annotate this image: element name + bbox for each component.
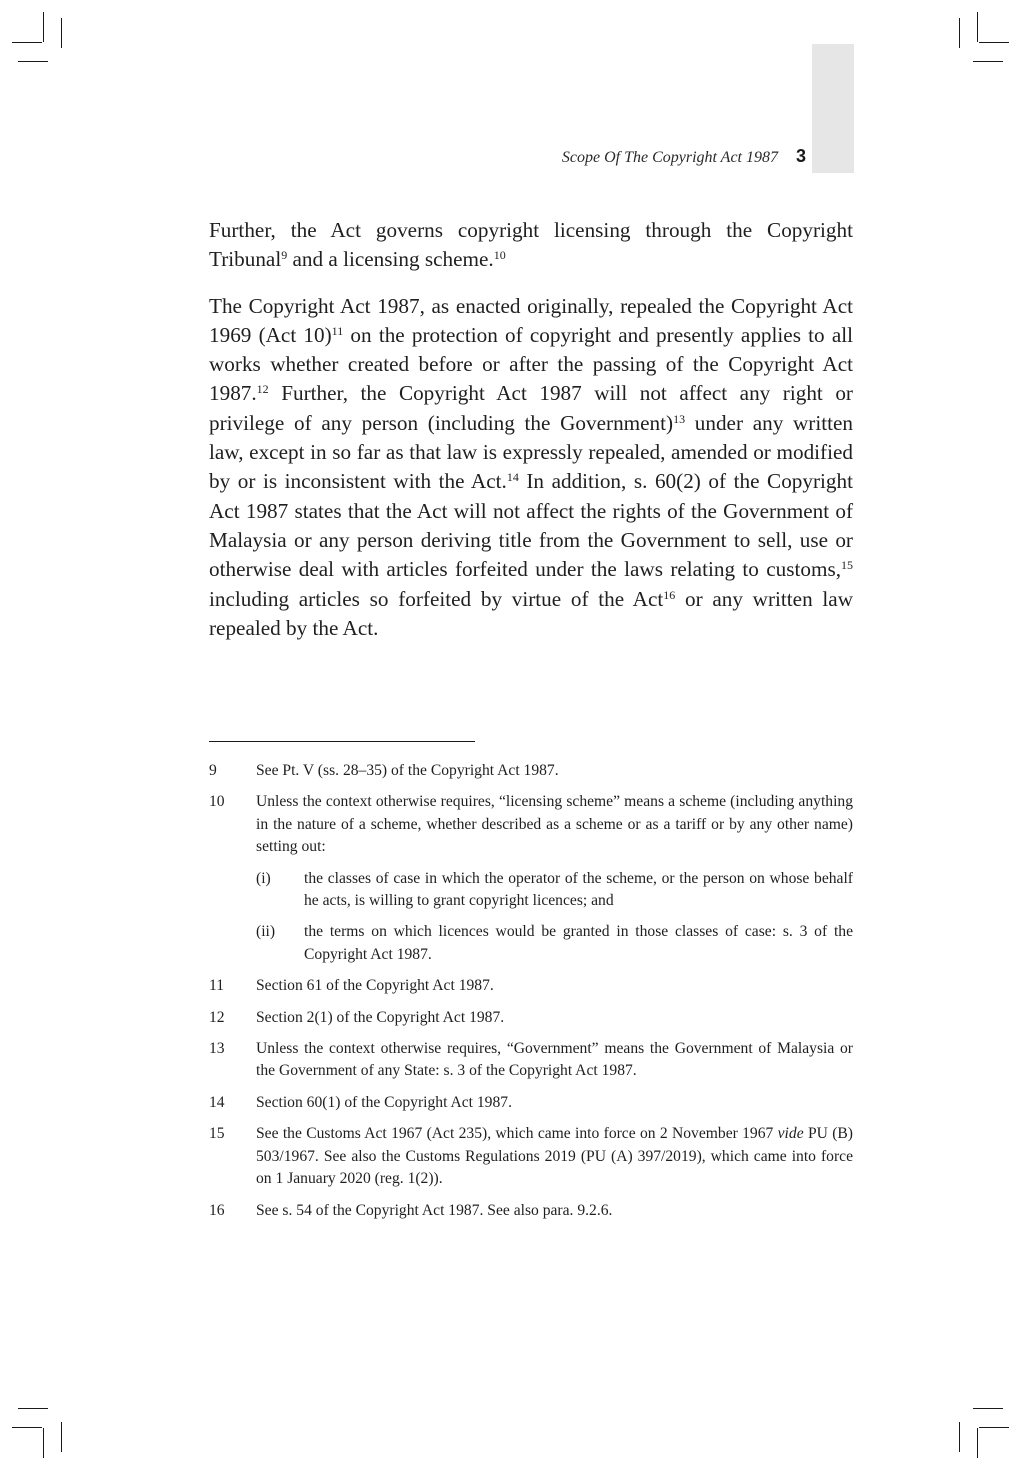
text-run: Further, the Act governs copyright licensing through the Copyright Tribunal xyxy=(209,218,853,272)
body-text xyxy=(209,216,853,660)
subitem-label: (i) xyxy=(256,869,271,887)
footnote-number: 12 xyxy=(209,1008,225,1026)
footnote-text: See Pt. V (ss. 28–35) of the Copyright Act 1987. xyxy=(256,762,559,779)
footnote-ref: 12 xyxy=(256,382,269,397)
footnote-number: 13 xyxy=(209,1040,225,1058)
crop-mark xyxy=(18,1408,48,1409)
footnote-number: 14 xyxy=(209,1093,225,1111)
italic-term: vide xyxy=(777,1125,804,1143)
text-run: including articles so forfeited by virtue of the Act xyxy=(209,586,664,611)
footnote-ref: 9 xyxy=(281,248,288,263)
paragraph-1 xyxy=(209,216,853,275)
crop-mark xyxy=(979,1427,1009,1428)
chapter-tab xyxy=(812,44,854,173)
footnote-16 xyxy=(209,1200,853,1222)
footnote-number: 15 xyxy=(209,1125,225,1143)
text-run: See the Customs Act 1967 (Act 235), which came into force on 2 November 1967 xyxy=(256,1125,778,1143)
footnote-14 xyxy=(209,1092,853,1114)
crop-mark xyxy=(979,42,1009,43)
footnote-text: Section 2(1) of the Copyright Act 1987. xyxy=(256,1008,505,1026)
text-run: on the protection of copyright and presently applies to all works whether created before or after the passing of the Copyright Act 1987. xyxy=(209,322,854,406)
footnote-text: Section 61 of the Copyright Act 1987. xyxy=(256,977,494,995)
text-run: In addition, s. 60(2) of the Copyright Act 1987 states that the Act will not affect the rights of the Government of Malaysia or any person deriving title from the Government to sell, use or otherwise deal with articles forfeited under the laws relating to customs, xyxy=(209,469,853,582)
footnote-11 xyxy=(209,975,853,997)
subitem-text: the classes of case in which the operator of the scheme, or the person on whose behalf he acts, is willing to grant copyright licences; and xyxy=(304,869,853,910)
text-run: Further, the Copyright Act 1987 will not affect any right or privilege of any person (including the Government) xyxy=(209,381,853,435)
footnote-body xyxy=(256,791,853,966)
footnote-number: 10 xyxy=(209,793,225,811)
paragraph-2 xyxy=(209,292,853,644)
page-number: 3 xyxy=(795,146,806,166)
subitem-label: (ii) xyxy=(256,923,276,941)
crop-mark xyxy=(43,1428,44,1458)
text-run: PU (B) 503/1967. See also the Customs Regulations 2019 (PU (A) 397/2019), which came into force on 1 January 2020 (reg. 1(2)). xyxy=(256,1125,853,1188)
footnote-ref: 16 xyxy=(663,587,676,602)
crop-mark xyxy=(977,1428,978,1458)
footnote-ref: 13 xyxy=(673,411,686,426)
footnote-text xyxy=(256,1123,853,1190)
footnote-10 xyxy=(209,791,853,966)
text-run: or any written law repealed by the Act. xyxy=(209,586,853,640)
footnote-text: Unless the context otherwise requires, “licensing scheme” means a scheme (including anything in the nature of a scheme, whether described as a scheme or as a tariff or by any other name) setting out: xyxy=(256,793,853,856)
crop-mark xyxy=(43,12,44,42)
crop-mark xyxy=(973,61,1003,62)
footnote-number: 11 xyxy=(209,977,225,995)
crop-mark xyxy=(61,1422,62,1452)
footnote-9 xyxy=(209,760,853,782)
footnote-divider xyxy=(209,741,475,742)
crop-mark xyxy=(959,1422,960,1452)
footnote-number: 9 xyxy=(209,762,217,779)
crop-mark xyxy=(973,1408,1003,1409)
crop-mark xyxy=(12,1427,42,1428)
footnote-text: Unless the context otherwise requires, “Government” means the Government of Malaysia or the Government of any State: s. 3 of the Copyright Act 1987. xyxy=(256,1040,853,1080)
footnote-ref: 15 xyxy=(841,558,853,573)
crop-mark xyxy=(977,12,978,42)
footnote-number: 16 xyxy=(209,1201,225,1219)
footnote-13 xyxy=(209,1038,853,1083)
footnote-12 xyxy=(209,1007,853,1029)
footnote-subitem xyxy=(256,921,853,966)
crop-mark xyxy=(61,18,62,48)
text-run: under any written law, except in so far as that law is expressly repealed, amended or modified by or is inconsistent with the Act. xyxy=(209,410,853,494)
page-header xyxy=(562,146,806,167)
footnote-text: Section 60(1) of the Copyright Act 1987. xyxy=(256,1093,512,1111)
footnote-ref: 14 xyxy=(506,470,519,485)
footnote-15 xyxy=(209,1123,853,1190)
subitem-text: the terms on which licences would be granted in those classes of case: s. 3 of the Copyright Act 1987. xyxy=(304,923,853,963)
footnote-ref: 10 xyxy=(493,248,506,263)
crop-mark xyxy=(18,61,48,62)
footnote-subitem xyxy=(256,868,853,913)
running-title: Scope Of The Copyright Act 1987 xyxy=(561,149,778,166)
crop-mark xyxy=(959,18,960,48)
footnote-ref: 11 xyxy=(331,323,344,338)
crop-mark xyxy=(12,42,42,43)
text-run: The Copyright Act 1987, as enacted originally, repealed the Copyright Act 1969 (Act 10) xyxy=(209,293,853,347)
footnote-text: See s. 54 of the Copyright Act 1987. See also para. 9.2.6. xyxy=(256,1201,613,1219)
footnotes xyxy=(209,760,853,1231)
text-run: and a licensing scheme. xyxy=(287,247,494,272)
